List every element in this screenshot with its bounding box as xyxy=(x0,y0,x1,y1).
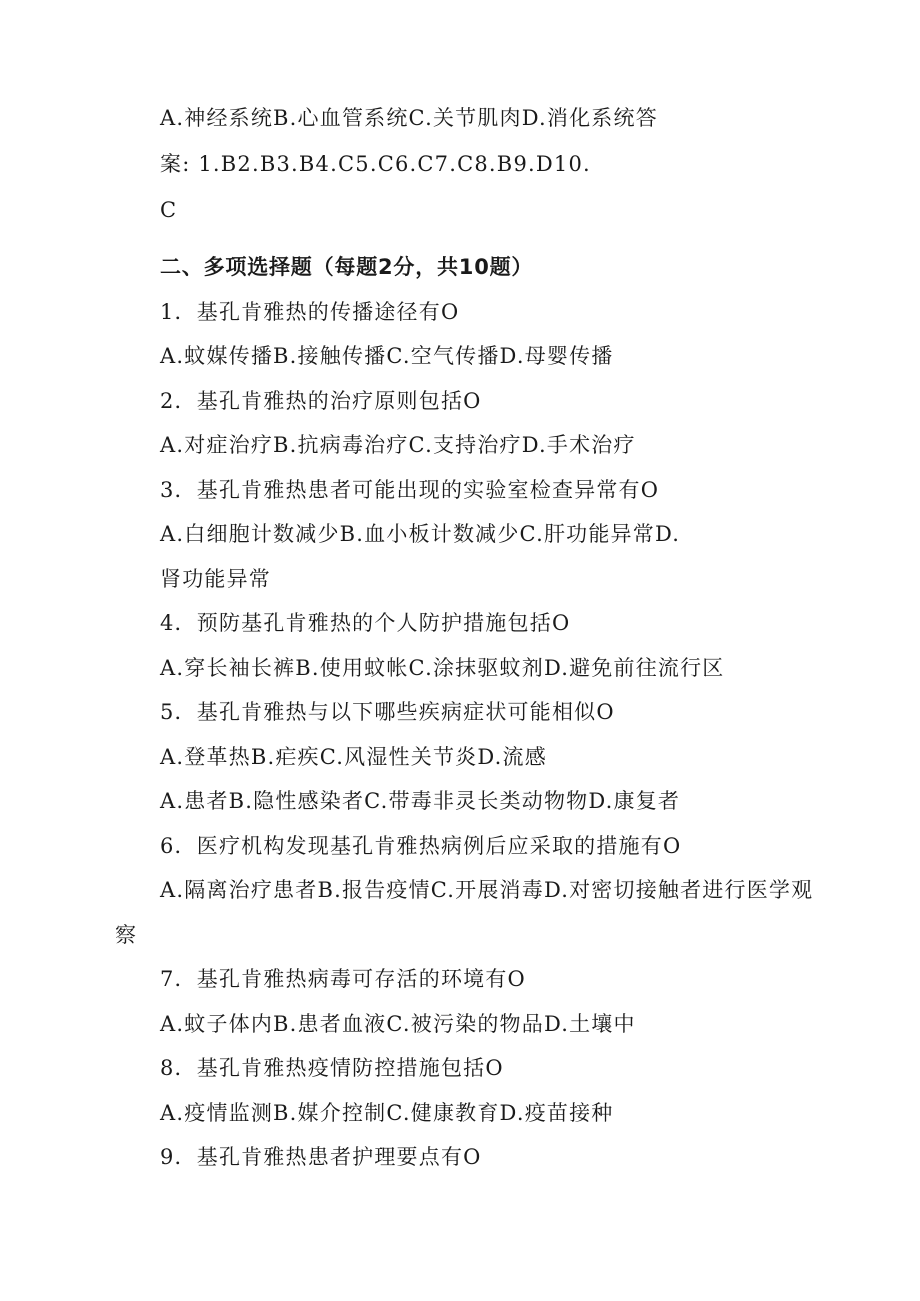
question-1-options: A.蚊媒传播B.接触传播C.空气传播D.母婴传播 xyxy=(160,344,614,368)
question-5: 5．基孔肯雅热与以下哪些疾病症状可能相似O xyxy=(160,700,615,724)
question-7: 7．基孔肯雅热病毒可存活的环境有O xyxy=(160,967,526,991)
answer-options-line: A.神经系统B.心血管系统C.关节肌肉D.消化系统答 xyxy=(160,106,658,130)
question-7-options: A.蚊子体内B.患者血液C.被污染的物品D.土壤中 xyxy=(160,1012,636,1036)
question-4-options: A.穿长袖长裤B.使用蚊帐C.涂抹驱蚊剂D.避免前往流行区 xyxy=(160,656,725,680)
question-9: 9．基孔肯雅热患者护理要点有O xyxy=(160,1145,482,1169)
answer-key-line: 案: 1.B2.B3.B4.C5.C6.C7.C8.B9.D10. xyxy=(160,152,591,176)
question-5-options: A.登革热B.疟疾C.风湿性关节炎D.流感 xyxy=(160,745,547,769)
question-6: 6．医疗机构发现基孔肯雅热病例后应采取的措施有O xyxy=(160,834,682,858)
question-4: 4．预防基孔肯雅热的个人防护措施包括O xyxy=(160,611,571,635)
answer-key-continued: C xyxy=(160,198,178,222)
stray-options-line: A.患者B.隐性感染者C.带毒非灵长类动物物D.康复者 xyxy=(160,789,681,813)
question-8-options: A.疫情监测B.媒介控制C.健康教育D.疫苗接种 xyxy=(160,1101,614,1125)
question-1: 1．基孔肯雅热的传播途径有O xyxy=(160,300,460,324)
question-8: 8．基孔肯雅热疫情防控措施包括O xyxy=(160,1056,504,1080)
question-2-options: A.对症治疗B.抗病毒治疗C.支持治疗D.手术治疗 xyxy=(160,433,636,457)
question-3: 3．基孔肯雅热患者可能出现的实验室检查异常有O xyxy=(160,478,660,502)
question-6-options-continued: 察 xyxy=(115,923,138,947)
question-6-options: A.隔离治疗患者B.报告疫情C.开展消毒D.对密切接触者进行医学观 xyxy=(160,878,814,902)
question-3-options: A.白细胞计数减少B.血小板计数减少C.肝功能异常D. xyxy=(160,522,681,546)
question-2: 2．基孔肯雅热的治疗原则包括O xyxy=(160,389,482,413)
section-heading: 二、多项选择题（每题2分，共10题） xyxy=(160,255,534,279)
question-3-options-continued: 肾功能异常 xyxy=(160,567,271,591)
